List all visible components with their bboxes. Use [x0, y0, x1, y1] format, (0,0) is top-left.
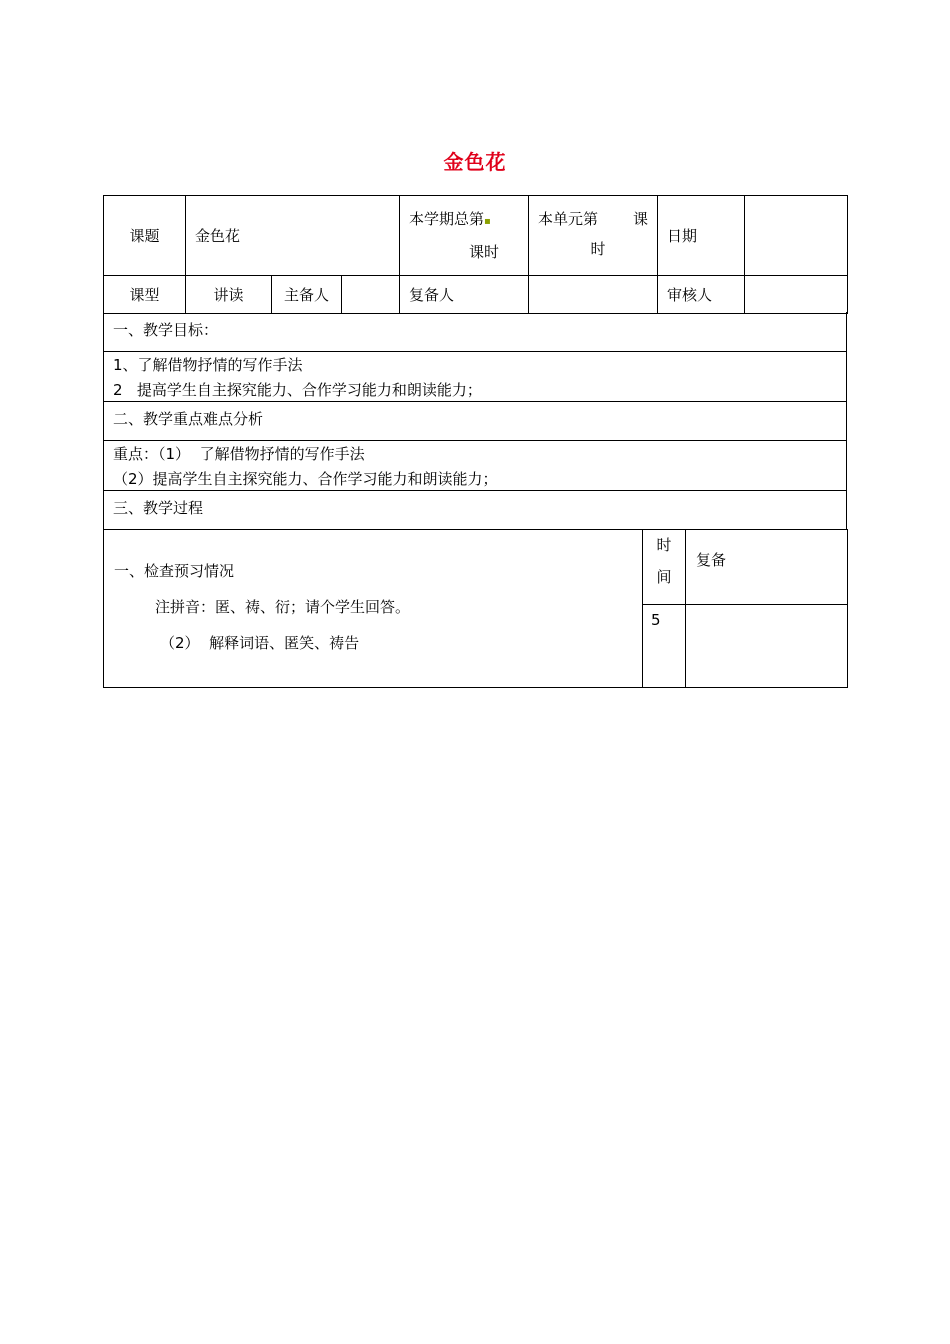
lead-label-cell [272, 276, 342, 314]
lead-value-cell [342, 276, 400, 314]
review-note-value-cell [686, 604, 848, 687]
objective-line-2: 2 提高学生自主探究能力、合作学习能力和朗读能力； [113, 381, 482, 399]
objective-line-1: 1、了解借物抒情的写作手法 [113, 356, 303, 374]
review-note-label-cell [686, 529, 848, 604]
process-step-1: 一、检查预习情况 [114, 562, 235, 580]
audit-value-cell [745, 276, 848, 314]
section-keypoints-heading [103, 401, 847, 441]
review-note-label: 复备 [696, 551, 727, 569]
topic-label-cell [104, 196, 186, 276]
keypoint-line-1: 重点：（1） 了解借物抒情的写作手法 [113, 445, 365, 463]
keypoint-line-2: （2）提高学生自主探究能力、合作学习能力和朗读能力； [113, 470, 498, 488]
date-label-cell [658, 196, 745, 276]
unit-cell [529, 196, 658, 276]
term-total-label: 本学期总第 [409, 210, 485, 228]
section-process-heading [103, 490, 847, 530]
process-table [103, 529, 848, 688]
unit-suffix: 时 [590, 240, 606, 258]
section-keypoints-body [103, 440, 847, 491]
section-objectives-body [103, 351, 847, 402]
topic-value-cell [186, 196, 400, 276]
review-value-cell [529, 276, 658, 314]
time-label-a: 时 [656, 536, 672, 554]
unit-mid: 课 [633, 210, 649, 228]
time-value-cell [643, 604, 686, 687]
time-label-b: 间 [656, 568, 672, 586]
term-total-cell: 本学期总第▪ 课时 [400, 196, 529, 276]
audit-label-cell [658, 276, 745, 314]
type-label: 课型 [129, 286, 160, 304]
type-value: 讲读 [213, 286, 244, 304]
process-step-3: （2） 解释词语、匿笑、祷告 [160, 634, 360, 652]
section-keypoints-heading-text: 二、教学重点难点分析 [113, 410, 264, 428]
process-step-2: 注拼音：匿、祷、衍；请个学生回答。 [155, 598, 411, 616]
section-objectives-heading [103, 312, 847, 352]
topic-value: 金色花 [195, 227, 241, 245]
process-content-cell [104, 529, 643, 687]
unit-label: 本单元第 [538, 210, 599, 228]
date-value-cell [745, 196, 848, 276]
topic-label: 课题 [129, 227, 160, 245]
document-title: 金色花 [443, 150, 507, 174]
section-objectives-heading-text: 一、教学目标： [113, 321, 219, 339]
type-label-cell [104, 276, 186, 314]
time-value: 5 [651, 610, 661, 629]
date-label: 日期 [667, 227, 698, 245]
section-process-heading-text: 三、教学过程 [113, 499, 204, 517]
type-value-cell [186, 276, 272, 314]
review-label-cell [400, 276, 529, 314]
review-label: 复备人 [409, 286, 455, 304]
header-table [103, 195, 848, 314]
audit-label: 审核人 [667, 286, 713, 304]
term-total-unit: 课时 [469, 243, 500, 261]
lead-label: 主备人 [283, 286, 329, 304]
time-label-cell [643, 529, 686, 604]
